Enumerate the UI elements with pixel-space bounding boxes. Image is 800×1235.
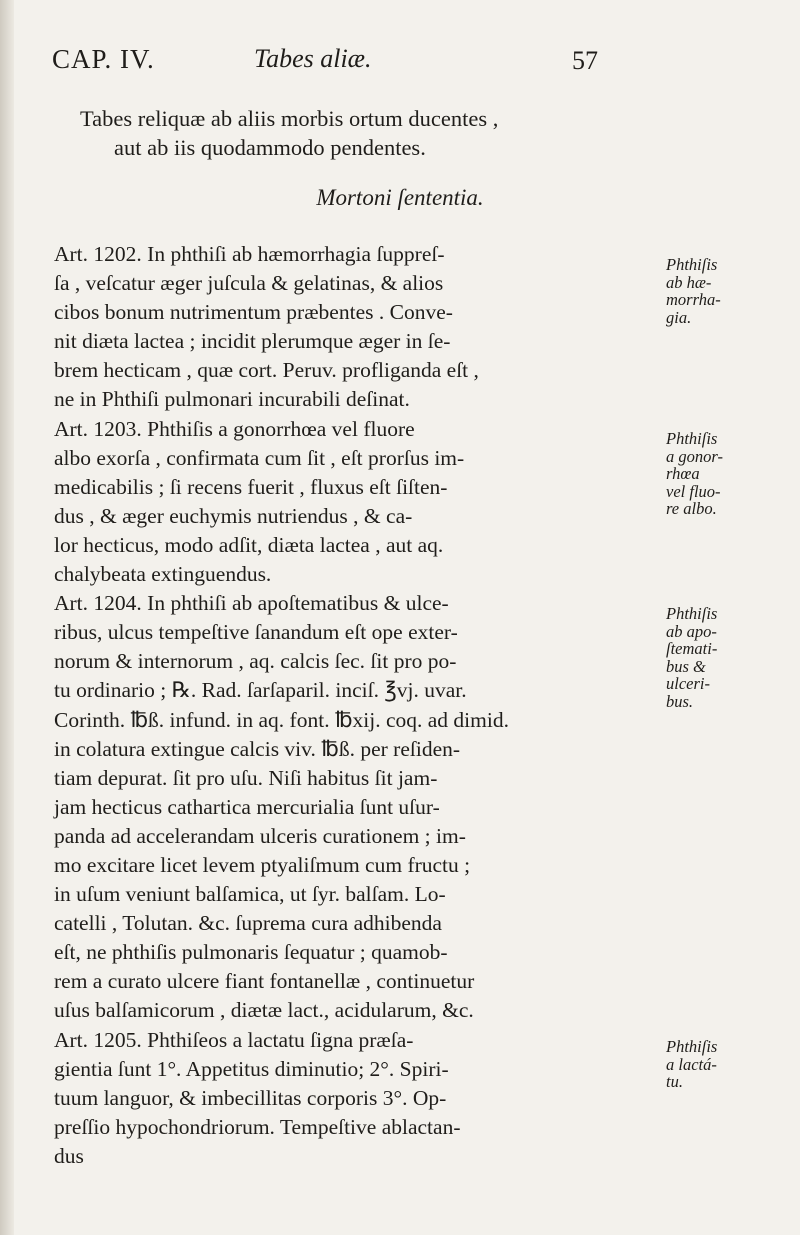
margin-note [666,430,796,518]
margin-note-line: Phthiſis [666,1037,718,1056]
body-line: nit diæta lactea ; incidit plerumque æger in ſe- [54,329,451,354]
body-line: albo exorſa , confirmata cum ſit , eſt prorſus im- [54,445,465,470]
body-line: ribus, ulcus tempeſtive ſanandum eſt ope exter- [54,620,458,645]
body-line: medicabilis ; ſi recens fuerit , fluxus eſt ſiſten- [54,474,448,499]
margin-note-line: ab hæ- [666,272,712,292]
body-line: Art. 1204. In phthiſi ab apoſtematibus & ulce- [54,591,449,616]
body-line: Art. 1205. Phthiſeos a lactatu ſigna præſa- [54,1027,414,1052]
margin-note-line: ſtemati- [666,639,718,658]
page-number: 57 [572,46,598,75]
margin-note-line: ab apo- [666,621,717,641]
margin-note [666,256,796,326]
body-line: tu ordinario ; ℞. Rad. ſarſaparil. inciſ. ℥vj. uvar. [54,678,467,703]
body-line: norum & internorum , aq. calcis ſec. ſit pro po- [54,649,457,674]
margin-note-line: Phthiſis [666,604,718,623]
body-line: Corinth. ℔ß. infund. in aq. font. ℔xij. coq. ad dimid. [54,707,509,732]
body-line: lor hecticus, modo adſit, diæta lactea , aut aq. [54,532,444,557]
body-line: catelli , Tolutan. &c. ſuprema cura adhibenda [54,911,442,936]
body-line: tuum languor, & imbecillitas corporis 3°. Op- [54,1085,447,1110]
margin-note-line: tu. [666,1072,683,1091]
body-text [54,240,654,1171]
margin-note-line: ulceri- [666,674,710,693]
body-line: preſſio hypochondriorum. Tempeſtive ablactan- [54,1114,461,1139]
intro-line: aut ab iis quodammodo pendentes. [114,135,426,160]
chapter-label: CAP. IV. [52,44,155,74]
body-line: mo excitare licet levem ptyaliſmum cum fructu ; [54,852,471,877]
body-line: cibos bonum nutrimentum præbentes . Conve- [54,300,453,325]
body-line: ſa , veſcatur æger juſcula & gelatinas, & alios [54,271,444,296]
running-head [52,44,752,84]
margin-note-line: Phthiſis [666,429,718,448]
margin-note-line: bus. [666,691,694,711]
margin-note-line: morrha- [666,290,721,309]
margin-note [666,1038,796,1091]
margin-note-line: a gonor- [666,446,723,466]
margin-note-line: Phthiſis [666,255,718,274]
body-line: dus , & æger euchymis nutriendus , & ca- [54,503,413,528]
body-line: ne in Phthiſi pulmonari incurabili deſinat. [54,387,410,412]
margin-note [666,605,796,710]
margin-note-line: vel fluo- [666,481,721,501]
body-line: jam hecticus cathartica mercurialia ſunt uſur- [54,794,440,819]
body-line: Art. 1203. Phthiſis a gonorrhœa vel fluore [54,416,415,441]
body-line: dus [54,1143,84,1168]
body-line: panda ad accelerandam ulceris curationem ; im- [54,823,466,848]
body-line: chalybeata extinguendus. [54,562,272,587]
margin-note-line: gia. [666,307,692,327]
running-title: Tabes aliæ. [254,44,372,73]
section-subheading: Mortoni ſententia. [316,185,484,210]
body-line: Art. 1202. In phthiſi ab hæmorrhagia ſuppreſ- [54,242,445,266]
margin-note-line: a lactá- [666,1054,717,1074]
body-line: eſt, ne phthiſis pulmonaris ſequatur ; quamob- [54,940,448,965]
body-line: brem hecticam , quæ cort. Peruv. profliganda eſt , [54,358,479,383]
body-line: gientia ſunt 1°. Appetitus diminutio; 2°. Spiri- [54,1056,449,1081]
body-line: in uſum veniunt balſamica, ut ſyr. balſam. Lo- [54,882,446,907]
margin-note-line: bus & [666,656,706,676]
section-intro [80,104,640,162]
body-line: in colatura extingue calcis viv. ℔ß. per reſiden- [54,736,461,761]
margin-note-line: rhœa [666,464,700,483]
body-line: uſus balſamicorum , diætæ lact., acidularum, &c. [54,998,474,1023]
intro-line: Tabes reliquæ ab aliis morbis ortum ducentes , [80,106,499,131]
margin-note-line: re albo. [666,499,717,518]
body-line: rem a curato ulcere fiant fontanellæ , continuetur [54,969,475,994]
body-line: tiam depurat. ſit pro uſu. Niſi habitus ſit jam- [54,765,438,790]
